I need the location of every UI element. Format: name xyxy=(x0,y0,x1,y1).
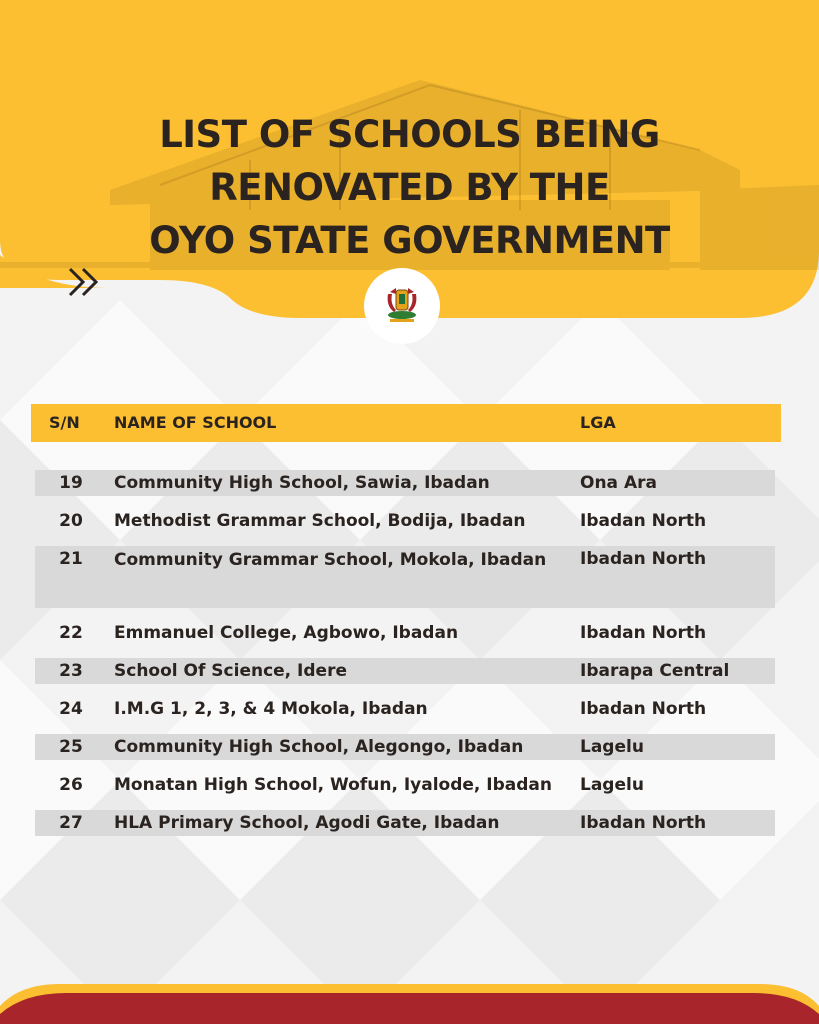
title-line-2: RENOVATED BY THE xyxy=(209,166,610,209)
row-lga: Ibadan North xyxy=(580,699,707,719)
footer-band xyxy=(0,980,819,1024)
row-school-name: HLA Primary School, Agodi Gate, Ibadan xyxy=(114,813,500,833)
row-sn: 23 xyxy=(59,661,83,681)
row-sn: 24 xyxy=(59,699,83,719)
row-lga: Lagelu xyxy=(580,737,644,757)
table-row xyxy=(35,508,775,534)
row-sn: 25 xyxy=(59,737,83,757)
row-sn: 19 xyxy=(59,473,83,493)
row-sn: 22 xyxy=(59,623,83,643)
row-lga: Ibadan North xyxy=(580,511,707,531)
table-row xyxy=(35,658,775,684)
double-chevron-right-icon xyxy=(66,264,106,300)
row-school-name: School Of Science, Idere xyxy=(114,661,347,681)
page-title xyxy=(0,108,819,267)
row-school-name: Monatan High School, Wofun, Iyalode, Ibadan xyxy=(114,775,552,795)
row-sn: 20 xyxy=(59,511,83,531)
row-school-name: Emmanuel College, Agbowo, Ibadan xyxy=(114,623,459,643)
row-sn: 21 xyxy=(59,549,83,569)
row-lga: Ona Ara xyxy=(580,473,657,493)
header-sn: S/N xyxy=(49,413,80,432)
row-school-name: Community High School, Sawia, Ibadan xyxy=(114,473,490,493)
table-row xyxy=(35,734,775,760)
row-school-name: Community Grammar School, Mokola, Ibadan xyxy=(114,550,547,570)
table-row xyxy=(35,470,775,496)
table-row xyxy=(35,772,775,798)
header-lga: LGA xyxy=(580,413,616,432)
schools-table xyxy=(35,470,775,836)
row-lga: Ibarapa Central xyxy=(580,661,730,681)
table-row xyxy=(35,546,775,608)
row-lga: Ibadan North xyxy=(580,549,707,569)
header-name-of-school: NAME OF SCHOOL xyxy=(114,413,277,432)
row-school-name: Community High School, Alegongo, Ibadan xyxy=(114,737,524,757)
row-sn: 27 xyxy=(59,813,83,833)
row-school-name: Methodist Grammar School, Bodija, Ibadan xyxy=(114,511,526,531)
title-line-3: OYO STATE GOVERNMENT xyxy=(149,219,670,262)
table-row xyxy=(35,696,775,722)
title-line-1: LIST OF SCHOOLS BEING xyxy=(159,113,660,156)
row-lga: Ibadan North xyxy=(580,813,707,833)
row-lga: Ibadan North xyxy=(580,623,707,643)
crest-badge xyxy=(364,268,440,344)
oyo-state-crest-icon xyxy=(384,286,420,326)
row-school-name: I.M.G 1, 2, 3, & 4 Mokola, Ibadan xyxy=(114,699,428,719)
table-header xyxy=(31,404,781,442)
row-lga: Lagelu xyxy=(580,775,644,795)
row-sn: 26 xyxy=(59,775,83,795)
table-row xyxy=(35,810,775,836)
table-row xyxy=(35,620,775,646)
